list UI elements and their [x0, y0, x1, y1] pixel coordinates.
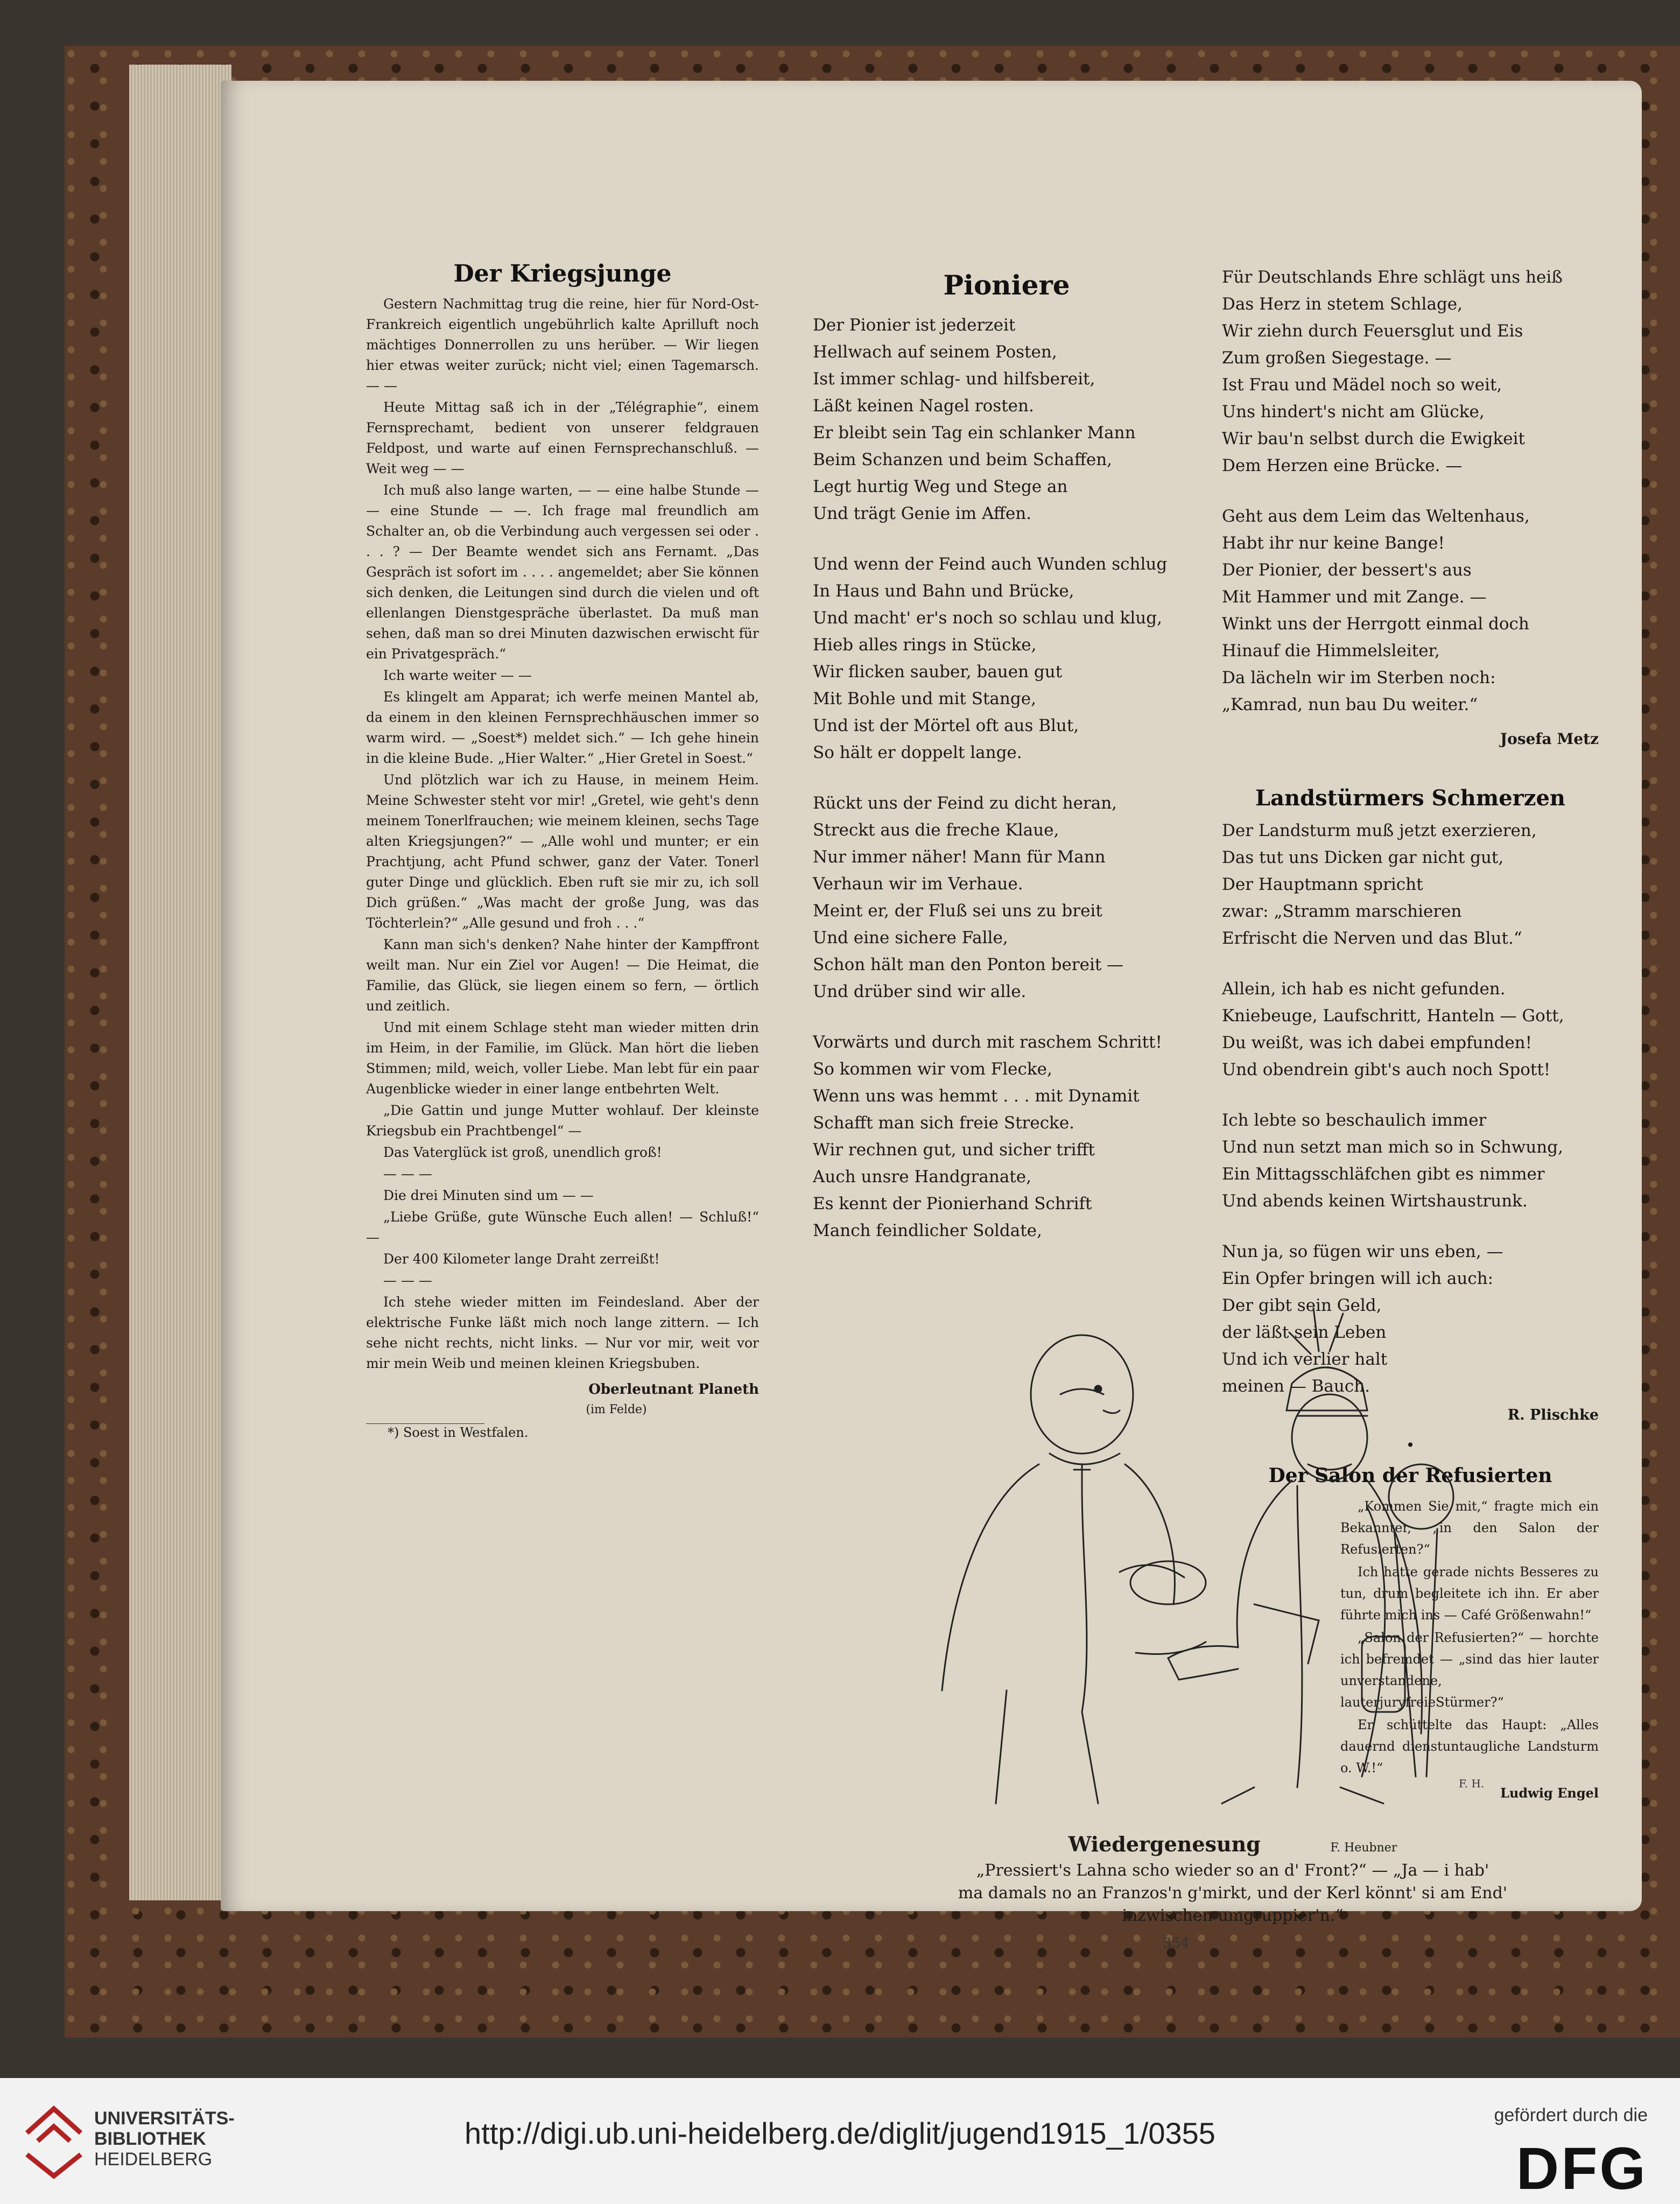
stanza	[813, 551, 1200, 766]
verse-line: Er bleibt sein Tag ein schlanker Mann	[813, 423, 1136, 443]
verse-line: Streckt aus die freche Klaue,	[813, 820, 1059, 840]
caption-line-2: ma damals no an Franzos'n g'mirkt, und der Kerl könnt' si am End'	[958, 1884, 1508, 1903]
separator: •	[1405, 1436, 1415, 1454]
column-1	[366, 260, 759, 1441]
page-edges	[129, 65, 231, 1900]
verse-line: Erfrischt die Nerven und das Blut.“	[1222, 929, 1522, 948]
poem-body	[813, 312, 1200, 1244]
poem-continuation	[1222, 264, 1599, 718]
permalink-url[interactable]: http://digi.ub.uni-heidelberg.de/diglit/jugend1915_1/0355	[465, 2116, 1215, 2150]
verse-line: Der Pionier ist jederzeit	[813, 315, 1016, 335]
paragraph: Der 400 Kilometer lange Draht zerreißt!	[383, 1251, 660, 1267]
verse-line: Ein Opfer bringen will ich auch:	[1222, 1269, 1494, 1288]
verse-line: Und wenn der Feind auch Wunden schlug	[813, 554, 1168, 574]
stanza	[1222, 503, 1599, 718]
verse-line: Meint er, der Fluß sei uns zu breit	[813, 901, 1102, 921]
cartoon-artist: F. Heubner	[1330, 1841, 1397, 1855]
verse-line: Mit Bohle und mit Stange,	[813, 689, 1036, 708]
paragraph: Kann man sich's denken? Nahe hinter der Kampffront weilt man. Nur ein Ziel vor Augen! — Die Heimat, die Familie, das Glück, sie liegen einem so fern, — örtlich und zeitlich.	[366, 937, 759, 1014]
cartoon-caption	[883, 1833, 1583, 1927]
verse-line: Da lächeln wir im Sterben noch:	[1222, 668, 1496, 687]
verse-line: Das tut uns Dicken gar nicht gut,	[1222, 848, 1504, 867]
verse-line: Nun ja, so fügen wir uns eben, —	[1222, 1242, 1503, 1261]
verse-line: Legt hurtig Weg und Stege an	[813, 477, 1068, 496]
verse-line: Rückt uns der Feind zu dicht heran,	[813, 794, 1117, 813]
verse-line: meinen — Bauch.	[1222, 1377, 1370, 1396]
paragraph: Ich stehe wieder mitten im Feindesland. Aber der elektrische Funke läßt mich noch lange zittern. — Ich sehe nicht rechts, nicht links. — Nur vor mir, weit vor mir mein Weib und meinen kleinen Kriegsbuben.	[366, 1294, 759, 1371]
verse-line: Du weißt, was ich dabei empfunden!	[1222, 1033, 1533, 1052]
article-title-salon: Der Salon der Refusierten	[1268, 1464, 1552, 1487]
paragraph: „Kommen Sie mit,“ fragte mich ein Bekannter, „in den Salon der Refusierten?“	[1340, 1499, 1599, 1557]
svg-text:F. H.: F. H.	[1459, 1777, 1485, 1790]
verse-line: Der Pionier, der bessert's aus	[1222, 560, 1472, 580]
poem-title-pioniere: Pioniere	[943, 269, 1070, 301]
verse-line: Habt ihr nur keine Bange!	[1222, 534, 1445, 553]
verse-line: Hinauf die Himmelsleiter,	[1222, 641, 1440, 661]
verse-line: Und obendrein gibt's auch noch Spott!	[1222, 1060, 1551, 1079]
verse-line: der läßt sein Leben	[1222, 1323, 1387, 1342]
stanza	[813, 312, 1200, 527]
verse-line: Schafft man sich freie Strecke.	[813, 1113, 1075, 1133]
verse-line: Wir ziehn durch Feuersglut und Eis	[1222, 321, 1523, 341]
article-author-engel: Ludwig Engel	[1500, 1785, 1599, 1801]
verse-line: Der gibt sein Geld,	[1222, 1296, 1382, 1315]
paragraph: „Liebe Grüße, gute Wünsche Euch allen! — Schluß!“ —	[366, 1209, 759, 1245]
verse-line: Hellwach auf seinem Posten,	[813, 342, 1057, 362]
verse-line: zwar: „Stramm marschieren	[1222, 902, 1462, 921]
stanza	[813, 790, 1200, 1005]
paragraph: — — —	[383, 1166, 432, 1182]
verse-line: Und eine sichere Falle,	[813, 928, 1008, 947]
verse-line: Beim Schanzen und beim Schaffen,	[813, 450, 1113, 469]
uni-line-3: HEIDELBERG	[94, 2149, 213, 2170]
author-note: (im Felde)	[586, 1403, 647, 1416]
article-author: Oberleutnant Planeth	[588, 1381, 759, 1398]
column-2	[813, 269, 1200, 1268]
paragraph: Die drei Minuten sind um — —	[383, 1188, 594, 1203]
stanza	[813, 1029, 1200, 1244]
verse-line: Der Landsturm muß jetzt exerzieren,	[1222, 821, 1537, 840]
verse-line: Ich lebte so beschaulich immer	[1222, 1111, 1487, 1130]
paragraph: — — —	[383, 1273, 432, 1288]
verse-line: Ist Frau und Mädel noch so weit,	[1222, 375, 1502, 395]
verse-line: Geht aus dem Leim das Weltenhaus,	[1222, 507, 1530, 526]
verse-line: Kniebeuge, Laufschritt, Hanteln — Gott,	[1222, 1006, 1564, 1026]
verse-line: Es kennt der Pionierhand Schrift	[813, 1194, 1092, 1213]
funded-by-label: gefördert durch die	[1494, 2105, 1648, 2125]
article-body	[366, 294, 759, 1374]
verse-line: Manch feindlicher Soldate,	[813, 1221, 1042, 1240]
verse-line: Für Deutschlands Ehre schlägt uns heiß	[1222, 268, 1563, 287]
verse-line: Schon hält man den Ponton bereit —	[813, 955, 1124, 974]
cartoon-title: Wiedergenesung	[1068, 1832, 1261, 1856]
cartoon-illustration	[920, 1303, 1513, 1830]
verse-line: Wir bau'n selbst durch die Ewigkeit	[1222, 429, 1525, 448]
verse-line: Der Hauptmann spricht	[1222, 875, 1423, 894]
verse-line: Winkt uns der Herrgott einmal doch	[1222, 614, 1529, 634]
verse-line: Und macht' er's noch so schlau und klug,	[813, 608, 1162, 628]
verse-line: Und abends keinen Wirtshaustrunk.	[1222, 1191, 1528, 1211]
footnote: *) Soest in Westfalen.	[388, 1425, 529, 1440]
verse-line: Wir rechnen gut, und sicher trifft	[813, 1140, 1095, 1160]
viewer-footer	[0, 2078, 1680, 2204]
verse-line: Mit Hammer und mit Zange. —	[1222, 587, 1487, 607]
paragraph: Heute Mittag saß ich in der „Télégraphie“, einem Fernsprechamt, bedient von unserer feldgrauen Feldpost, und warte auf einen Fernsprechanschluß. — Weit weg — —	[366, 399, 759, 476]
verse-line: So kommen wir vom Flecke,	[813, 1059, 1052, 1079]
page-number: 354	[1163, 1935, 1190, 1952]
verse-line: Wir flicken sauber, bauen gut	[813, 662, 1063, 682]
verse-line: Vorwärts und durch mit raschem Schritt!	[813, 1033, 1162, 1052]
paragraph: Ich hatte gerade nichts Besseres zu tun, drum begleitete ich ihn. Er aber führte mich ins — Café Größenwahn!“	[1340, 1564, 1599, 1623]
journal-page	[221, 81, 1642, 1952]
paragraph: Es klingelt am Apparat; ich werfe meinen Mantel ab, da einem in den kleinen Fernsprechhäuschen immer so warm wird. — „Soest*) meldet sich.“ — Ich gehe hinein in die kleine Bude. „Hier Walter.“ „Hier Gretel in Soest.“	[366, 689, 759, 766]
caption-line-3: inzwischen umgruppier'n.“	[1122, 1906, 1344, 1925]
paragraph: Und plötzlich war ich zu Hause, in meinem Heim. Meine Schwester steht vor mir! „Gretel, wie geht's denn meinem Tonerlfrauchen; wie meinem kleinen, sechs Tage alten Kriegsjungen?“ — „Alle wohl und munter; er ein Prachtjung, acht Pfund schwer, ganz der Vater. Tonerl guter Dinge und glücklich. Eben ruft sie mir zu, ich soll Dich grüßen.“ „Was macht der große Jung, was das Töchterlein?“ „Alle gesund und froh . . .“	[366, 772, 759, 931]
paragraph: „Salon der Refusierten?“ — horchte ich befremdet — „sind das hier lauter unverstandene, lauterjuryfreieStürmer?“	[1340, 1630, 1599, 1710]
verse-line: Auch unsre Handgranate,	[813, 1167, 1031, 1187]
verse-line: Ein Mittagsschläfchen gibt es nimmer	[1222, 1164, 1545, 1184]
verse-line: Zum großen Siegestage. —	[1222, 348, 1452, 368]
verse-line: Verhaun wir im Verhaue.	[813, 874, 1023, 894]
verse-line: „Kamrad, nun bau Du weiter.“	[1222, 695, 1478, 714]
verse-line: Das Herz in stetem Schlage,	[1222, 294, 1463, 314]
paragraph: Gestern Nachmittag trug die reine, hier für Nord-Ost-Frankreich eigentlich ungebührlich kalte Aprilluft noch mächtiges Donnerrollen zu uns herüber. — Wir liegen hier etwas weiter zurück; nicht viel; einen Tagemarsch. — —	[366, 296, 759, 394]
verse-line: So hält er doppelt lange.	[813, 743, 1022, 762]
paragraph: Er schüttelte das Haupt: „Alles dauernd dienstuntaugliche Landsturm o. W.!“	[1340, 1717, 1599, 1775]
poem-author-metz: Josefa Metz	[1500, 730, 1599, 748]
verse-line: Läßt keinen Nagel rosten.	[813, 396, 1034, 416]
stanza	[1222, 1107, 1599, 1215]
verse-line: Und ist der Mörtel oft aus Blut,	[813, 716, 1079, 735]
verse-line: Hieb alles rings in Stücke,	[813, 635, 1037, 655]
stanza	[1222, 817, 1599, 952]
paragraph: Und mit einem Schlage steht man wieder mitten drin im Heim, in der Familie, im Glück. Man hört die lieben Stimmen; mild, weich, voller Liebe. Man lebt für ein paar Augenblicke wieder in einer lange entbehrten Welt.	[366, 1020, 759, 1097]
verse-line: Nur immer näher! Mann für Mann	[813, 847, 1106, 867]
verse-line: Uns hindert's nicht am Glücke,	[1222, 402, 1485, 422]
verse-line: Allein, ich hab es nicht gefunden.	[1222, 979, 1506, 999]
verse-line: Und trägt Genie im Affen.	[813, 504, 1032, 523]
dfg-logo[interactable]: DFG	[1516, 2136, 1648, 2202]
paragraph: Das Vaterglück ist groß, unendlich groß!	[383, 1145, 662, 1160]
caption-line-1: „Pressiert's Lahna scho wieder so an d' Front?“ — „Ja — i hab'	[976, 1861, 1489, 1880]
verse-line: In Haus und Bahn und Brücke,	[813, 581, 1074, 601]
uni-line-2: BIBLIOTHEK	[94, 2129, 206, 2149]
verse-line: Und drüber sind wir alle.	[813, 982, 1027, 1001]
verse-line: Und nun setzt man mich so in Schwung,	[1222, 1138, 1563, 1157]
poem-author-plischke: R. Plischke	[1507, 1407, 1599, 1423]
verse-line: Ist immer schlag- und hilfsbereit,	[813, 369, 1095, 389]
uni-line-1: UNIVERSITÄTS-	[94, 2108, 235, 2129]
paragraph: Ich muß also lange warten, — — eine halbe Stunde — — eine Stunde — —. Ich frage mal freundlich am Schalter an, ob die Verbindung auch vergessen sei oder . . . ? — Der Beamte wendet sich ans Fernamt. „Das Gespräch ist sofort im . . . . angemeldet; aber Sie können sich denken, die Leitungen sind durch die vielen und oft ellenlangen Dienstgespräche überlastet. Da muß man sehen, daß man so drei Minuten dazwischen erwischt für ein Privatgespräch.“	[366, 482, 759, 662]
article-title-kriegsjunge: Der Kriegsjunge	[453, 260, 672, 287]
verse-line: Und ich verlier halt	[1222, 1350, 1388, 1369]
paragraph: „Die Gattin und junge Mutter wohlauf. Der kleinste Kriegsbub ein Prachtbengel“ —	[366, 1103, 759, 1139]
poem-title-landstuermer: Landstürmers Schmerzen	[1255, 785, 1565, 811]
stanza	[1222, 975, 1599, 1083]
paragraph: Ich warte weiter — —	[383, 668, 532, 683]
verse-line: Wenn uns was hemmt . . . mit Dynamit	[813, 1086, 1140, 1106]
stanza	[1222, 264, 1599, 479]
verse-line: Dem Herzen eine Brücke. —	[1222, 456, 1463, 475]
